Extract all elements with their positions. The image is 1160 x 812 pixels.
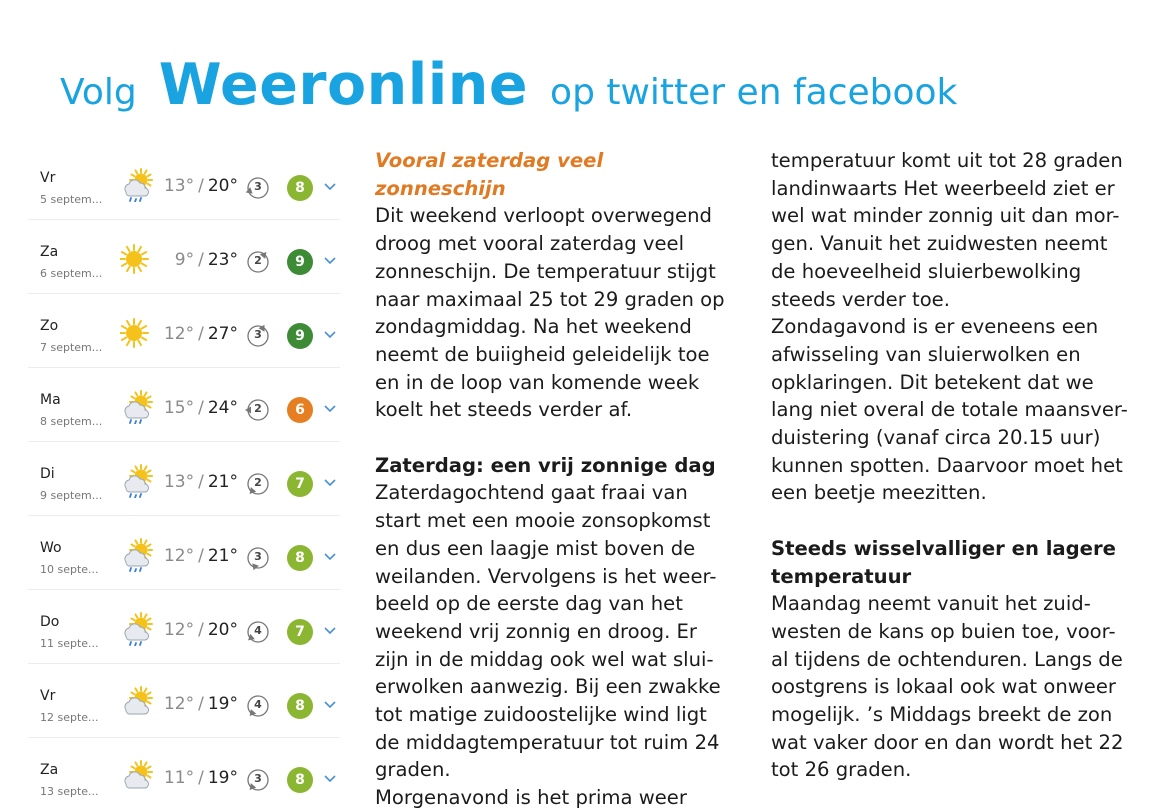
- wind-force: 4: [254, 624, 262, 637]
- article-text-line: en in de loop van komende week: [375, 370, 700, 394]
- wind-force: 2: [254, 476, 262, 489]
- forecast-temps: [158, 768, 238, 788]
- sun-cloud-rain-icon: [120, 538, 154, 572]
- min-temp: 12°: [163, 324, 195, 344]
- weather-score-badge: 6: [287, 397, 313, 423]
- article-text-line: duistering (vanaf circa 20.15 uur): [771, 426, 1101, 450]
- wind-force: 2: [254, 254, 262, 267]
- weather-score-badge: 8: [287, 767, 313, 793]
- forecast-date: 7 septem...: [40, 341, 103, 354]
- forecast-temps: [158, 472, 238, 492]
- max-temp: 24°: [207, 398, 238, 418]
- forecast-temps: [158, 250, 238, 270]
- wind-direction-icon: [244, 544, 272, 572]
- article-text-line: de middagtemperatuur tot ruim 24: [375, 730, 720, 754]
- article-text-line: steeds verder toe.: [771, 287, 950, 311]
- chevron-down-icon[interactable]: [322, 398, 338, 418]
- article-text-line: tot 26 graden.: [771, 758, 912, 782]
- forecast-row[interactable]: [28, 738, 340, 811]
- chevron-down-icon[interactable]: [322, 324, 338, 344]
- sun-icon: [120, 316, 154, 350]
- weather-score-badge: 9: [287, 323, 313, 349]
- forecast-row[interactable]: [28, 368, 340, 442]
- forecast-date: 11 septe...: [40, 637, 99, 650]
- chevron-down-icon[interactable]: [322, 176, 338, 196]
- temp-separator: /: [198, 472, 204, 492]
- forecast-date: 5 septem...: [40, 193, 103, 206]
- article-text-line: zondagmiddag. Na het weekend: [375, 315, 692, 339]
- article-text-line: tot matige zuidoostelijke wind ligt: [375, 703, 707, 727]
- min-temp: 12°: [163, 620, 195, 640]
- article-text-line: en dus een laagje mist boven de: [375, 536, 696, 560]
- article-text-line: zonneschijn. De temperatuur stijgt: [375, 259, 716, 283]
- forecast-day: Do: [40, 614, 60, 630]
- wind-direction-icon: [244, 766, 272, 794]
- article-heading: Zaterdag: een vrij zonnige dag: [375, 453, 716, 477]
- article-text-line: zijn in de middag ook wel wat slui-: [375, 647, 714, 671]
- forecast-row[interactable]: [28, 590, 340, 664]
- banner: [60, 52, 957, 122]
- temp-separator: /: [198, 768, 204, 788]
- temp-separator: /: [198, 398, 204, 418]
- max-temp: 19°: [207, 694, 238, 714]
- wind-force: 3: [254, 328, 262, 341]
- forecast-temps: [158, 620, 238, 640]
- sun-cloud-rain-icon: [120, 612, 154, 646]
- forecast-date: 12 septe...: [40, 711, 99, 724]
- forecast-day: Wo: [40, 540, 62, 556]
- sun-cloud-rain-icon: [120, 390, 154, 424]
- forecast-row[interactable]: [28, 516, 340, 590]
- forecast-row[interactable]: [28, 146, 340, 220]
- banner-prefix: Volg: [60, 72, 137, 113]
- article-text-line: erwolken aanwezig. Bij een zwakke: [375, 675, 721, 699]
- sun-cloud-rain-icon: [120, 168, 154, 202]
- forecast-day: Zo: [40, 318, 59, 334]
- article-text-line: landinwaarts Het weerbeeld ziet er: [771, 176, 1115, 200]
- paragraph-gap: [771, 507, 1141, 535]
- max-temp: 21°: [207, 546, 238, 566]
- chevron-down-icon[interactable]: [322, 546, 338, 566]
- forecast-row[interactable]: [28, 294, 340, 368]
- wind-force: 3: [254, 180, 262, 193]
- article-text-line: een beetje meezitten.: [771, 481, 987, 505]
- article-text-line: lang niet overal de totale maansver-: [771, 398, 1128, 422]
- temp-separator: /: [198, 546, 204, 566]
- sun-cloud-icon: [120, 686, 154, 720]
- article-text-line: opklaringen. Dit betekent dat we: [771, 370, 1094, 394]
- min-temp: 15°: [163, 398, 195, 418]
- wind-direction-icon: [244, 396, 272, 424]
- article-heading: Steeds wisselvalliger en lagere: [771, 536, 1116, 560]
- article-text-line: droog met vooral zaterdag veel: [375, 232, 685, 256]
- weather-score-badge: 7: [287, 619, 313, 645]
- min-temp: 11°: [163, 768, 195, 788]
- forecast-date: 9 septem...: [40, 489, 103, 502]
- forecast-widget: [28, 146, 340, 811]
- article-text-line: westen de kans op buien toe, voor-: [771, 619, 1116, 643]
- forecast-row[interactable]: [28, 664, 340, 738]
- chevron-down-icon[interactable]: [322, 250, 338, 270]
- forecast-temps: [158, 546, 238, 566]
- banner-suffix: op twitter en facebook: [550, 72, 958, 113]
- forecast-date: 8 septem...: [40, 415, 103, 428]
- article-column-2: [771, 147, 1141, 784]
- article-text-line: oostgrens is lokaal ook wat onweer: [771, 675, 1116, 699]
- max-temp: 19°: [207, 768, 238, 788]
- wind-direction-icon: [244, 618, 272, 646]
- wind-direction-icon: [244, 470, 272, 498]
- weather-score-badge: 9: [287, 249, 313, 275]
- article-text-line: afwisseling van sluierwolken en: [771, 342, 1081, 366]
- wind-force: 4: [254, 698, 262, 711]
- article-heading: temperatuur: [771, 564, 912, 588]
- paragraph-gap: [375, 424, 735, 452]
- wind-force: 3: [254, 550, 262, 563]
- article-text-line: al tijdens de ochtenduren. Langs de: [771, 647, 1123, 671]
- forecast-temps: [158, 694, 238, 714]
- article-text-line: naar maximaal 25 tot 29 graden op: [375, 287, 725, 311]
- article-column-1: [375, 147, 735, 812]
- chevron-down-icon[interactable]: [322, 768, 338, 788]
- article-text-line: wat vaker door en dan wordt het 22: [771, 730, 1124, 754]
- weather-score-badge: 8: [287, 175, 313, 201]
- article-text-line: gen. Vanuit het zuidwesten neemt: [771, 232, 1108, 256]
- forecast-date: 13 septe...: [40, 785, 99, 798]
- forecast-temps: [158, 324, 238, 344]
- article-text-line: Morgenavond is het prima weer: [375, 786, 687, 810]
- wind-force: 3: [254, 772, 262, 785]
- chevron-down-icon[interactable]: [322, 472, 338, 492]
- article-text-line: beeld op de eerste dag van het: [375, 592, 683, 616]
- weather-score-badge: 8: [287, 693, 313, 719]
- article-heading: Vooral zaterdag veel zonneschijn: [375, 149, 604, 200]
- max-temp: 27°: [207, 324, 238, 344]
- article-text-line: start met een mooie zonsopkomst: [375, 509, 711, 533]
- max-temp: 20°: [207, 176, 238, 196]
- forecast-row[interactable]: [28, 442, 340, 516]
- temp-separator: /: [198, 694, 204, 714]
- article-text-line: weekend vrij zonnig en droog. Er: [375, 619, 697, 643]
- forecast-temps: [158, 398, 238, 418]
- article-text-line: weilanden. Vervolgens is het weer-: [375, 564, 717, 588]
- forecast-day: Ma: [40, 392, 61, 408]
- sun-icon: [120, 242, 154, 276]
- forecast-date: 10 septe...: [40, 563, 99, 576]
- forecast-day: Di: [40, 466, 55, 482]
- forecast-date: 6 septem...: [40, 267, 103, 280]
- temp-separator: /: [198, 250, 204, 270]
- min-temp: 12°: [163, 694, 195, 714]
- min-temp: 12°: [163, 546, 195, 566]
- article-text-line: Dit weekend verloopt overwegend: [375, 204, 712, 228]
- article-text-line: Zaterdagochtend gaat fraai van: [375, 481, 688, 505]
- temp-separator: /: [198, 324, 204, 344]
- article-text-line: graden.: [375, 758, 451, 782]
- chevron-down-icon[interactable]: [322, 694, 338, 714]
- article-text-line: neemt de buiigheid geleidelijk toe: [375, 342, 710, 366]
- forecast-day: Vr: [40, 170, 56, 186]
- article-text-line: Zondagavond is er eveneens een: [771, 315, 1099, 339]
- article-text-line: koelt het steeds verder af.: [375, 398, 633, 422]
- brand-name[interactable]: Weeronline: [158, 52, 529, 118]
- article-text-line: kunnen spotten. Daarvoor moet het: [771, 453, 1123, 477]
- weather-score-badge: 8: [287, 545, 313, 571]
- min-temp: 13°: [163, 176, 195, 196]
- weather-score-badge: 7: [287, 471, 313, 497]
- max-temp: 21°: [207, 472, 238, 492]
- article-text-line: mogelijk. ’s Middags breekt de zon: [771, 703, 1113, 727]
- wind-direction-icon: [244, 692, 272, 720]
- sun-cloud-rain-icon: [120, 464, 154, 498]
- max-temp: 20°: [207, 620, 238, 640]
- temp-separator: /: [198, 620, 204, 640]
- min-temp: 9°: [174, 250, 195, 270]
- min-temp: 13°: [163, 472, 195, 492]
- forecast-day: Vr: [40, 688, 56, 704]
- wind-direction-icon: [244, 174, 272, 202]
- article-text-line: temperatuur komt uit tot 28 graden: [771, 149, 1123, 172]
- wind-direction-icon: [244, 322, 272, 350]
- temp-separator: /: [198, 176, 204, 196]
- forecast-day: Za: [40, 244, 59, 260]
- forecast-row[interactable]: [28, 220, 340, 294]
- sun-cloud-icon: [120, 760, 154, 794]
- wind-direction-icon: [244, 248, 272, 276]
- max-temp: 23°: [207, 250, 238, 270]
- article-text-line: wel wat minder zonnig uit dan mor-: [771, 204, 1120, 228]
- forecast-day: Za: [40, 762, 59, 778]
- chevron-down-icon[interactable]: [322, 620, 338, 640]
- article-text-line: Maandag neemt vanuit het zuid-: [771, 592, 1091, 616]
- wind-force: 2: [254, 402, 262, 415]
- forecast-temps: [158, 176, 238, 196]
- article-text-line: de hoeveelheid sluierbewolking: [771, 259, 1082, 283]
